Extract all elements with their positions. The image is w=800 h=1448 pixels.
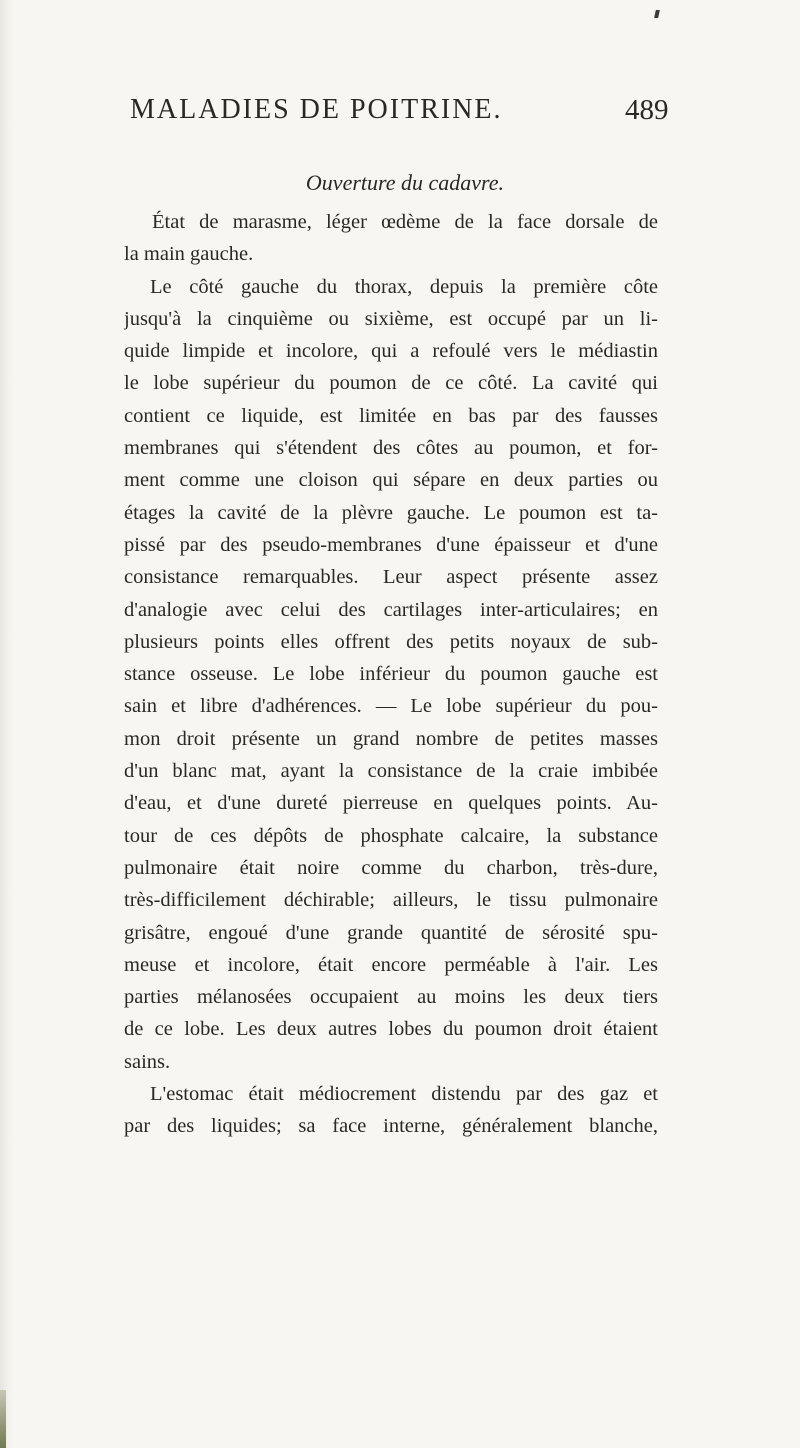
text-line: Le côté gauche du thorax, depuis la première côte [150, 275, 658, 298]
text-line: consistance remarquables. Leur aspect présente assez [124, 566, 658, 589]
text-line: plusieurs points elles offrent des petits noyaux de sub- [124, 630, 658, 653]
ink-speck [654, 10, 660, 18]
section-heading: Ouverture du cadavre. [305, 170, 505, 195]
text-line: d'eau, et d'une dureté pierreuse en quelques points. Au- [124, 792, 658, 815]
text-line: ment comme une cloison qui sépare en deux parties ou [124, 469, 658, 492]
text-line: contient ce liquide, est limitée en bas par des fausses [124, 404, 658, 427]
text-line: sains. [124, 1050, 171, 1073]
text-line: parties mélanosées occupaient au moins les deux tiers [124, 986, 658, 1009]
running-head [0, 94, 800, 134]
text-line: le lobe supérieur du poumon de ce côté. La cavité qui [124, 372, 658, 395]
text-line: jusqu'à la cinquième ou sixième, est occupé par un li- [124, 307, 658, 330]
text-line: de ce lobe. Les deux autres lobes du poumon droit étaient [124, 1018, 658, 1041]
page-number: 489 [625, 94, 669, 126]
text-line: sain et libre d'adhérences. — Le lobe supérieur du pou- [124, 695, 658, 718]
text-line: membranes qui s'étendent des côtes au poumon, et for- [124, 437, 658, 460]
text-line: stance osseuse. Le lobe inférieur du poumon gauche est [124, 663, 658, 686]
text-line: quide limpide et incolore, qui a refoulé vers le médiastin [124, 340, 658, 363]
page-edge-shadow [0, 0, 14, 1448]
text-line: tour de ces dépôts de phosphate calcaire, la substance [124, 824, 658, 847]
text-line: par des liquides; sa face interne, généralement blanche, [124, 1115, 658, 1138]
text-line: d'un blanc mat, ayant la consistance de la craie imbibée [124, 760, 658, 783]
running-title: MALADIES DE POITRINE. [130, 94, 503, 125]
body-text [124, 206, 658, 1143]
text-line: d'analogie avec celui des cartilages inter-articulaires; en [124, 598, 658, 621]
text-line: grisâtre, engoué d'une grande quantité de sérosité spu- [124, 921, 658, 944]
text-line: étages la cavité de la plèvre gauche. Le poumon est ta- [124, 501, 658, 524]
text-line: très-difficilement déchirable; ailleurs, le tissu pulmonaire [124, 889, 658, 912]
binding-mark [0, 1390, 6, 1448]
text-line: pulmonaire était noire comme du charbon, très-dure, [124, 856, 658, 879]
text-line: pissé par des pseudo-membranes d'une épaisseur et d'une [124, 533, 658, 556]
text-line: mon droit présente un grand nombre de petites masses [124, 727, 658, 750]
text-line: meuse et incolore, était encore perméable à l'air. Les [124, 953, 658, 976]
text-line: L'estomac était médiocrement distendu par des gaz et [150, 1083, 658, 1106]
text-line: la main gauche. [124, 243, 254, 266]
text-line: État de marasme, léger œdème de la face dorsale de [152, 211, 658, 233]
